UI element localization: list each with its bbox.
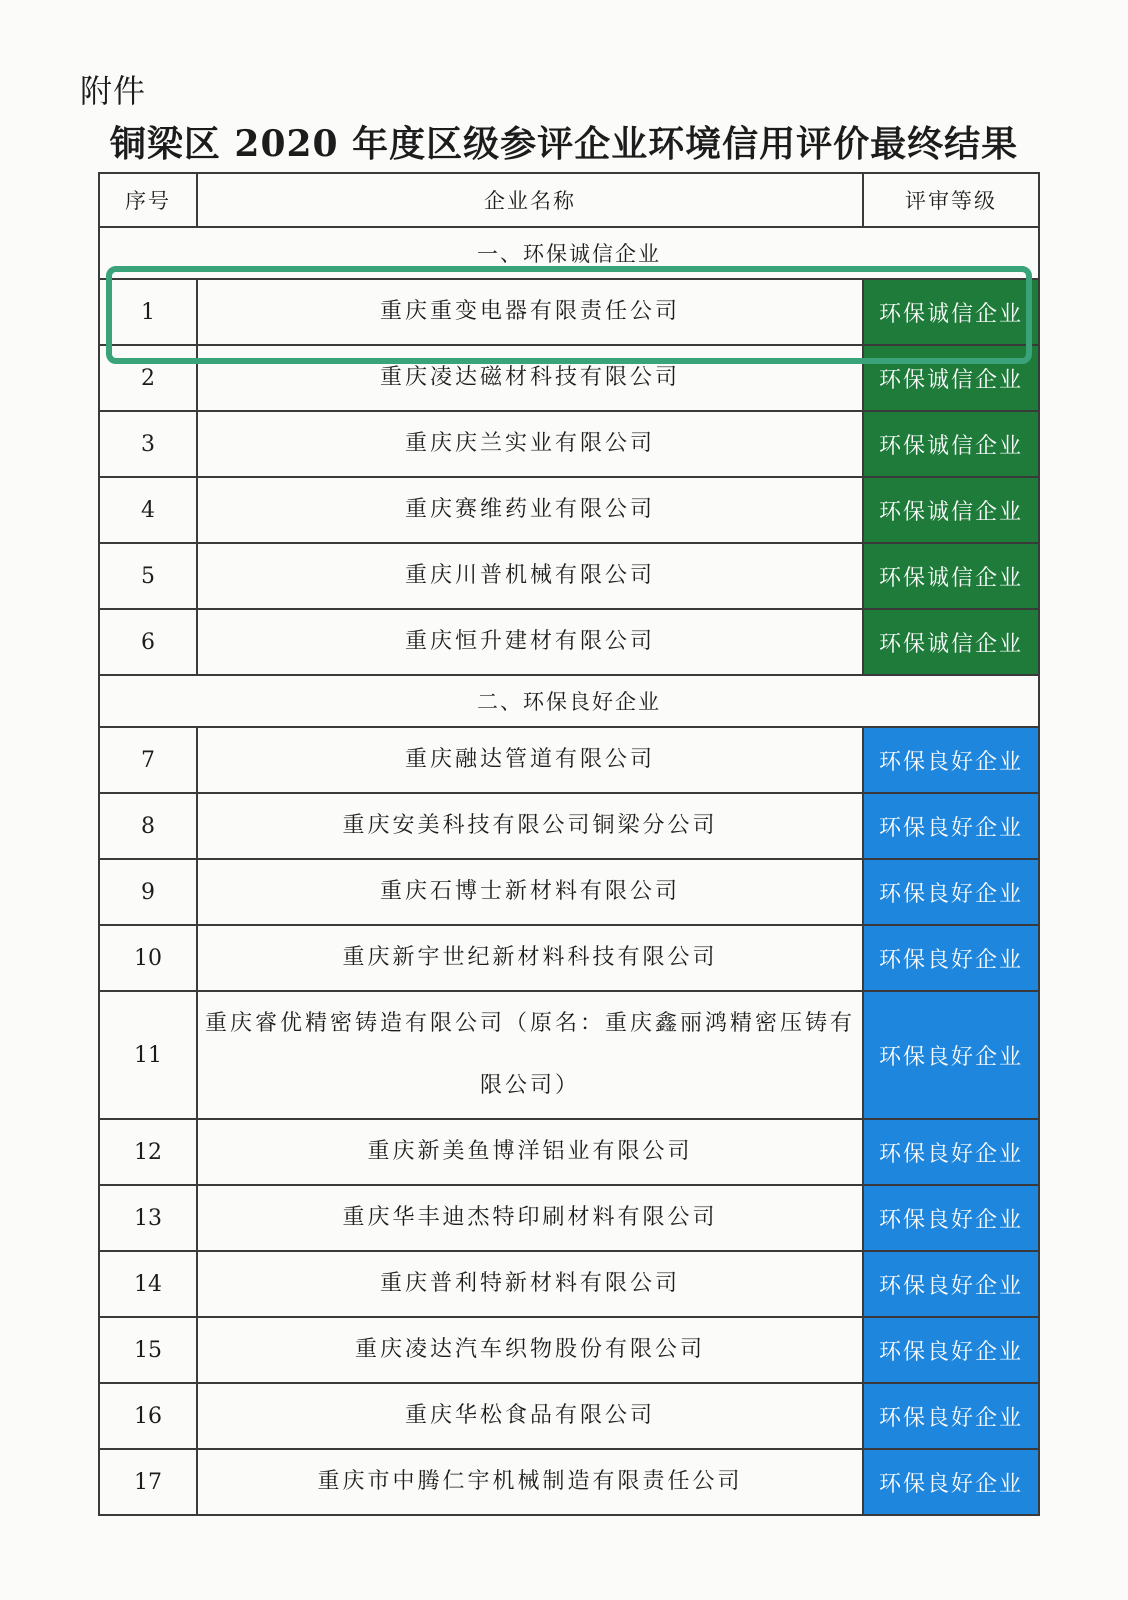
- table-row: [99, 279, 1039, 345]
- grade-badge: 环保良好企业: [863, 727, 1039, 793]
- company-name: 重庆恒升建材有限公司: [197, 609, 863, 675]
- company-name: 重庆石博士新材料有限公司: [197, 859, 863, 925]
- table-row: [99, 543, 1039, 609]
- company-name: 重庆凌达磁材科技有限公司: [197, 345, 863, 411]
- header-number: 序号: [99, 173, 197, 227]
- company-name: 重庆融达管道有限公司: [197, 727, 863, 793]
- grade-badge: 环保良好企业: [863, 859, 1039, 925]
- company-name: 重庆市中腾仁宇机械制造有限责任公司: [197, 1449, 863, 1515]
- row-number: 5: [99, 543, 197, 609]
- section-title-good: 二、环保良好企业: [99, 675, 1039, 727]
- company-name: 重庆华松食品有限公司: [197, 1383, 863, 1449]
- table-row: [99, 477, 1039, 543]
- grade-badge: 环保良好企业: [863, 991, 1039, 1119]
- grade-badge: 环保良好企业: [863, 1119, 1039, 1185]
- company-name: 重庆赛维药业有限公司: [197, 477, 863, 543]
- grade-badge: 环保诚信企业: [863, 609, 1039, 675]
- row-number: 1: [99, 279, 197, 345]
- company-name: 重庆华丰迪杰特印刷材料有限公司: [197, 1185, 863, 1251]
- company-name: 重庆庆兰实业有限公司: [197, 411, 863, 477]
- grade-badge: 环保良好企业: [863, 793, 1039, 859]
- row-number: 14: [99, 1251, 197, 1317]
- row-number: 11: [99, 991, 197, 1119]
- grade-badge: 环保良好企业: [863, 1317, 1039, 1383]
- row-number: 6: [99, 609, 197, 675]
- grade-badge: 环保良好企业: [863, 1185, 1039, 1251]
- row-number: 8: [99, 793, 197, 859]
- grade-badge: 环保诚信企业: [863, 345, 1039, 411]
- table-row: [99, 1251, 1039, 1317]
- row-number: 12: [99, 1119, 197, 1185]
- grade-badge: 环保良好企业: [863, 925, 1039, 991]
- table-row: [99, 1185, 1039, 1251]
- row-number: 4: [99, 477, 197, 543]
- row-number: 17: [99, 1449, 197, 1515]
- row-number: 16: [99, 1383, 197, 1449]
- row-number: 9: [99, 859, 197, 925]
- grade-badge: 环保诚信企业: [863, 477, 1039, 543]
- table-row: [99, 411, 1039, 477]
- row-number: 10: [99, 925, 197, 991]
- row-number: 3: [99, 411, 197, 477]
- company-name: 重庆睿优精密铸造有限公司（原名：重庆鑫丽鸿精密压铸有限公司）: [197, 991, 863, 1119]
- table-header-row: [99, 173, 1039, 227]
- row-number: 15: [99, 1317, 197, 1383]
- table-row: [99, 727, 1039, 793]
- results-table: [98, 172, 1040, 1516]
- grade-badge: 环保良好企业: [863, 1449, 1039, 1515]
- row-number: 2: [99, 345, 197, 411]
- row-number: 7: [99, 727, 197, 793]
- section-title-integrity: 一、环保诚信企业: [99, 227, 1039, 279]
- grade-badge: 环保良好企业: [863, 1383, 1039, 1449]
- row-number: 13: [99, 1185, 197, 1251]
- company-name: 重庆重变电器有限责任公司: [197, 279, 863, 345]
- grade-badge: 环保良好企业: [863, 1251, 1039, 1317]
- table-row: [99, 925, 1039, 991]
- company-name: 重庆川普机械有限公司: [197, 543, 863, 609]
- header-grade: 评审等级: [863, 173, 1039, 227]
- header-name: 企业名称: [197, 173, 863, 227]
- table-row: [99, 1383, 1039, 1449]
- table-row: [99, 1449, 1039, 1515]
- company-name: 重庆凌达汽车织物股份有限公司: [197, 1317, 863, 1383]
- section-row: [99, 227, 1039, 279]
- attachment-label: 附件: [80, 72, 147, 110]
- table-row: [99, 1119, 1039, 1185]
- company-name: 重庆新宇世纪新材料科技有限公司: [197, 925, 863, 991]
- table-row: [99, 793, 1039, 859]
- grade-badge: 环保诚信企业: [863, 279, 1039, 345]
- section-row: [99, 675, 1039, 727]
- table-row: [99, 609, 1039, 675]
- table-row: [99, 345, 1039, 411]
- grade-badge: 环保诚信企业: [863, 543, 1039, 609]
- grade-badge: 环保诚信企业: [863, 411, 1039, 477]
- table-row: [99, 991, 1039, 1119]
- table-row: [99, 859, 1039, 925]
- document-title: 铜梁区 2020 年度区级参评企业环境信用评价最终结果: [109, 123, 1019, 165]
- company-name: 重庆安美科技有限公司铜梁分公司: [197, 793, 863, 859]
- table-row: [99, 1317, 1039, 1383]
- company-name: 重庆新美鱼博洋铝业有限公司: [197, 1119, 863, 1185]
- company-name: 重庆普利特新材料有限公司: [197, 1251, 863, 1317]
